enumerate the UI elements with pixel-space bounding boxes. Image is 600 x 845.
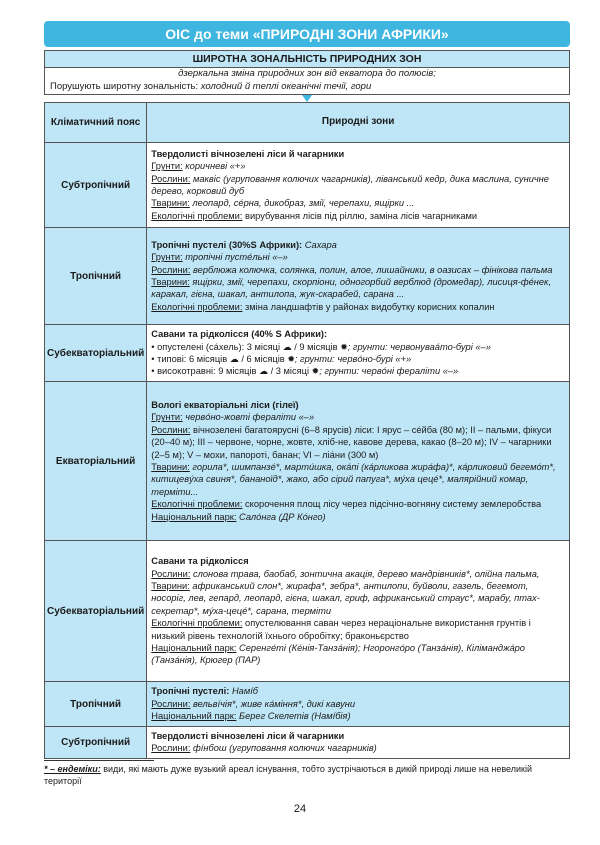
line-label: Грунти: [151,161,183,172]
zone-title: Тропічні пустелі: [151,686,230,697]
zone-line [151,642,565,667]
line-label: Рослини: [151,568,191,579]
zone-title: Твердолисті вічнозелені ліси й чагарники [151,148,345,159]
belt-cell: Тропічний [45,682,147,727]
zone-title-line [151,685,565,697]
zone-cell [147,727,570,759]
bullet-soil: ; грунти: червонуваáто-бурі «–» [347,341,491,352]
zone-line [151,411,565,423]
table-row [45,325,570,382]
zone-title-extra: Сахара [304,239,337,250]
line-label: Національний парк: [151,511,237,522]
zonality-line2-value: холодний й теплі океанічні течії, гори [200,81,372,92]
line-label: Національний парк: [151,643,237,654]
belt-cell: Субекваторіальний [45,325,147,382]
footnote-mark: * – ендеміки: [44,764,101,774]
zone-line [151,301,565,313]
zone-line [151,617,565,642]
table-row [45,228,570,325]
zone-line [151,251,565,263]
bullet-text: : 6 місяців [183,354,228,364]
line-text: горила*, шимпанзé*, мартúшка, окáпі (кáрликова жирáфа)*, кáрликовий бегемóт*, китицевýха свиня*, бананоїд*, жако, або сірий папуга*, мýха цецé*, малярійний комар, терміти... [151,462,556,497]
topic-banner [44,21,570,47]
zone-line [151,197,565,209]
line-label: Грунти: [151,252,183,263]
bullet-text: : 3 місяці [241,341,281,352]
line-text: слонова трава, баобаб, зонтична акація, дерево мандрівників*, олійна пальма, [193,568,540,579]
zone-line [151,173,565,198]
belt-cell: Субтропічний [45,143,147,228]
bullet-mid: / 3 місяці [268,366,310,377]
bullet-mid: / 9 місяців [291,341,338,352]
zone-line [151,461,565,498]
savanna-bullet: • типові: 6 місяців ☁ / 6 місяців ✹; грунти: червóно-бурі «+» [151,354,412,364]
zone-title: Савани та рідколісся (40% S Африки): [151,329,328,340]
bullet-kind: опустелені (сáхель) [157,341,242,352]
zone-line [151,160,565,172]
bullet-soil: ; грунти: червóні фераліти «–» [319,366,459,377]
zone-line [151,698,565,710]
banner-prefix: ОІС до теми [165,26,253,42]
zonality-line2-label: Порушують широтну зональність: [50,81,199,92]
line-text: Берег Скелетів (Намíбія) [239,711,351,722]
line-text: фíнбош (угруповання колючих чагарників) [193,743,377,754]
zone-line [151,210,565,222]
savanna-bullet: • високотравні: 9 місяців ☁ / 3 місяці ✹; грунти: червóні фераліти «–» [151,366,459,377]
line-label: Тварини: [151,198,190,209]
sun-icon: ✹ [340,341,348,352]
line-text: африканський слон*, жирафа*, зебра*, антилопи, буйволи, газель, бегемот, носоріг, лев, гепард, леопард, гієна, шакал, гриф, африканський страус*, марабу, птах-секретар*, мýха-цецé*, сарана, терміти [151,580,540,616]
belt-cell: Субтропічний [45,727,147,759]
bullet-soil: ; грунти: червóно-бурі «+» [294,354,412,364]
zone-line [151,511,565,523]
banner-highlight: «ПРИРОДНІ ЗОНИ АФРИКИ» [252,26,449,42]
line-label: Тварини: [151,462,190,472]
line-text: коричневі «+» [185,161,246,172]
zone-title-extra: Намíб [231,686,259,697]
cloud-icon: ☁ [259,366,269,377]
belt-cell: Тропічний [45,228,147,325]
line-label: Грунти: [151,412,183,423]
footnote-text: види, які мають дуже вузький ареал існування, тобто зустрічаються в дикій природі лише на невеликій території [44,764,532,786]
zone-line [151,568,565,580]
line-text: вічнозелені багатоярусні (6–8 ярусів) ліси: I ярус – сéйба (80 м); II – пальми, фікуси (20–40 м); III – червоне, чорне, жовте, хліб-не, кавове дерева, какао (8–20 м); IV – чагарники (2–5 м); V – мохи, папороті, банан; VI – ліáни (300 м) [151,424,552,460]
line-text: леопард, сéрна, дикобраз, змії, черепахи, ящірки ... [192,198,415,209]
zone-title: Савани та рідколісся [151,556,249,567]
zone-line [151,498,565,510]
line-label: Рослини: [151,698,191,709]
line-label: Тварини: [151,580,190,591]
table-row [45,541,570,682]
line-text: червóно-жовті фераліти «–» [185,412,315,423]
footnote-divider [44,760,154,761]
zone-line [151,710,565,722]
zone-cell [147,143,570,228]
line-text: ящірки, змії, черепахи, скорпіони, одногорбий верблюд (дромедар), лисиця-фéнек, каракал, гієна, шакал, антилопа, жук-скарабей, сарана ... [151,277,552,300]
line-text: вельвíчія*, живе кáміння*, дикі кавуни [193,698,356,709]
table-row [45,382,570,541]
line-text: Салóнга (ДР Кóнго) [239,511,326,522]
zonality-intro [44,67,570,95]
zonality-title: ШИРОТНА ЗОНАЛЬНІСТЬ ПРИРОДНИХ ЗОН [44,50,570,68]
table-row [45,682,570,727]
zone-cell [147,382,570,541]
zone-cell [147,325,570,382]
line-label: Екологічні проблеми: [151,618,243,629]
column-header-zones: Природні зони [147,103,570,143]
bullet-mid: / 6 місяців [238,354,285,364]
line-text: вирубування лісів під ріллю, заміна лісів чагарниками [245,210,478,221]
bullet-kind: високотравні [157,366,214,377]
table-header-row [45,103,570,143]
line-label: Екологічні проблеми: [151,210,243,221]
zone-line [151,424,565,461]
page-number: 24 [293,803,307,815]
line-label: Рослини: [151,743,191,754]
table-row [45,727,570,759]
column-header-belt: Кліматичний пояс [45,103,147,143]
cloud-icon: ☁ [229,354,239,364]
cloud-icon: ☁ [282,341,292,352]
sun-icon: ✹ [287,354,295,364]
line-label: Рослини: [151,264,191,275]
line-label: Екологічні проблеми: [151,499,243,510]
zone-line [151,742,565,754]
line-label: Екологічні проблеми: [151,301,243,312]
zone-line [151,264,565,276]
line-text: маквіс (угруповання колючих чагарників), ліванський кедр, дика маслина, суничне дерево, корковий дуб [151,173,549,196]
table-row [45,143,570,228]
line-text: зміна ландшафтів у районах видобутку корисних копалин [245,301,495,312]
bullet-text: : 9 місяців [213,366,257,377]
zonality-line1: дзеркальна зміна природних зон від екватора до полюсів; [178,68,436,79]
line-text: скорочення площ лісу через підсічно-вогняну систему землеробства [245,499,542,510]
line-text: опустелювання саван через нераціональне використання грунтів і низький рівень технологій їхнього обробітку; браконьєрство [151,618,531,641]
zonality-line2 [45,80,569,93]
zones-table [44,102,570,759]
sun-icon: ✹ [311,366,320,377]
line-label: Рослини: [151,424,191,435]
zone-cell [147,682,570,727]
zone-cell [147,541,570,682]
line-text: верблюжа колючка, солянка, полин, алое, лишайники, в оазисах – фінікова пальма [193,264,553,275]
zone-cell [147,228,570,325]
zone-title: Твердолисті вічнозелені ліси й чагарники [151,731,345,741]
line-label: Тварини: [151,277,190,287]
zone-line [151,276,565,301]
belt-cell: Екваторіальний [45,382,147,541]
line-text: Серенгéті (Кéнія-Танзáнія); Нгоронгóро (Танзáнія), Кіліманджáро (Танзáнія), Крюгер (ПАР) [151,643,525,666]
zone-title-line [151,239,565,251]
zone-title: Тропічні пустелі (30%S Африки): [151,239,303,250]
savanna-bullet: • опустелені (сáхель): 3 місяці ☁ / 9 місяців ✹; грунти: червонуваáто-бурі «–» [151,341,491,352]
zone-title: Вологі екваторіальні ліси (гілеї) [151,399,299,410]
belt-cell: Субекваторіальний [45,541,147,682]
bullet-kind: типові [157,354,184,364]
footnote [44,763,570,787]
zone-line [151,580,565,617]
line-label: Національний парк: [151,711,237,722]
line-label: Рослини: [151,173,191,184]
line-text: тропічні пустéльні «–» [185,252,288,263]
down-arrow-icon [302,95,312,102]
